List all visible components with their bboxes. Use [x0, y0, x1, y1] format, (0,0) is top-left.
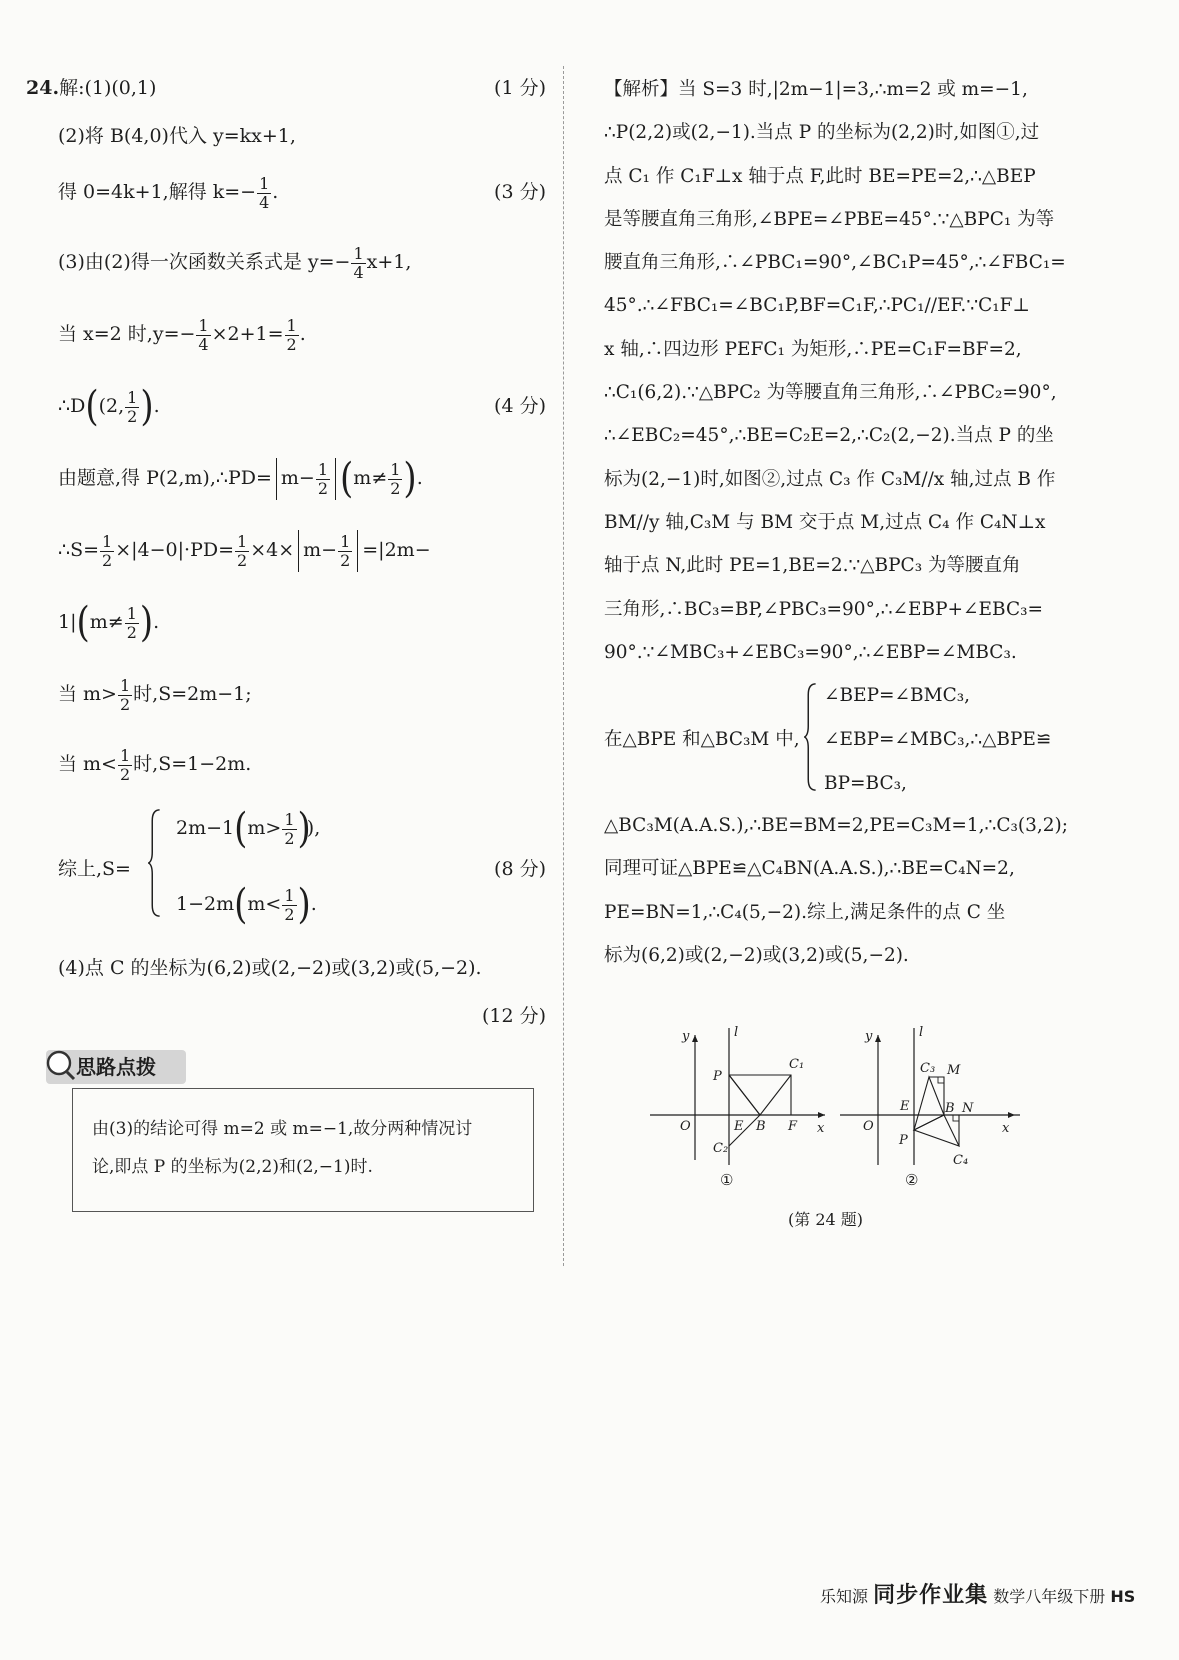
right-angle-M [938, 1077, 944, 1083]
footer-brand-strong: 同步作业集 [873, 1583, 989, 1608]
score-8: (8 分) [494, 858, 546, 880]
svg-text:P: P [713, 1069, 722, 1084]
footer-subject: 数学八年级下册 [993, 1587, 1106, 1606]
footer [820, 1578, 1135, 1609]
svg-text:M: M [947, 1063, 961, 1078]
solution-line-9: 1|(m≠ $\frac{1}{2}$ ). [58, 599, 160, 647]
analysis-line: ∴P(2,2)或(2,−1).当点 P 的坐标为(2,2)时,如图①,过 [604, 122, 1040, 144]
score-12: (12 分) [481, 1005, 546, 1027]
solution-line-10: 当 m> $\frac{1}{2}$ 时,S=2m−1; [58, 675, 252, 714]
column-divider [563, 66, 564, 1266]
y-axis-arrow [875, 1035, 881, 1042]
triangle-BPC4 [914, 1115, 959, 1146]
analysis-line: 同理可证△BPE≌△C₄BN(A.A.S.),∴BE=C₄N=2, [604, 858, 1015, 880]
figure-1 [650, 1025, 825, 1189]
svg-text:l: l [919, 1025, 924, 1040]
problem-number: 24. [26, 77, 60, 99]
solution-line-3: 得 0=4k+1,解得 k=− $\frac{1}{4}$ . (3 分) [58, 173, 546, 212]
figure-caption: (第 24 题) [788, 1210, 864, 1229]
svg-text:y: y [865, 1029, 873, 1044]
svg-text:C₂: C₂ [713, 1141, 729, 1156]
triangle-BPC1 [729, 1075, 791, 1115]
svg-text:F: F [788, 1119, 798, 1134]
footer-brand: 乐知源 [820, 1587, 869, 1606]
hint-text: 由(3)的结论可得 m=2 或 m=−1,故分两种情况讨 论,即点 P 的坐标为(2,2)和(2,−1)时. [92, 1119, 473, 1177]
right-brace [804, 682, 818, 792]
congruence-system: 在△BPE 和△BC₃M 中, ∠BEP=∠BMC₃, ∠EBP=∠MBC₃,∴△BPE≌ BP=BC₃, [604, 674, 1096, 804]
x-axis-arrow [818, 1112, 825, 1118]
analysis-line: 标为(6,2)或(2,−2)或(3,2)或(5,−2). [604, 945, 909, 967]
analysis-line: 是等腰直角三角形,∠BPE=∠PBE=45°.∵△BPC₁ 为等 [604, 208, 1055, 230]
footer-edition: HS [1110, 1587, 1136, 1606]
solution-line-13: (4)点 C 的坐标为(6,2)或(2,−2)或(3,2)或(5,−2). [58, 957, 482, 979]
solution-line-11: 当 m< $\frac{1}{2}$ 时,S=1−2m. [58, 745, 252, 784]
analysis-line: 腰直角三角形,∴∠PBC₁=90°,∠BC₁P=45°,∴∠FBC₁= [604, 252, 1066, 274]
analysis-line: x 轴,∴四边形 PEFC₁ 为矩形,∴PE=C₁F=BF=2, [604, 338, 1022, 360]
figures-24 [650, 1020, 1020, 1200]
left-brace [148, 808, 162, 918]
hint-box [46, 1040, 536, 1240]
solution-line-8: ∴S= $\frac{1}{2}$ ×|4−0|·PD= $\frac{1}{2}$ ×4× m− $\frac{1}{2}$ =|2m− [26, 530, 546, 570]
svg-text:l: l [734, 1025, 739, 1040]
svg-text:C₃: C₃ [920, 1061, 936, 1076]
magnifier-icon [44, 1048, 78, 1082]
svg-text:y: y [682, 1029, 690, 1044]
x-axis-arrow [1008, 1112, 1015, 1118]
analysis-line: 45°.∴∠FBC₁=∠BC₁P,BF=C₁F,∴PC₁//EF.∵C₁F⊥ [604, 295, 1030, 317]
svg-text:E: E [734, 1119, 744, 1134]
solution-line-6: ∴D((2, $\frac{1}{2}$ ). (4 分) [58, 383, 546, 431]
hint-title: 思路点拨 [46, 1050, 186, 1084]
analysis-line: 标为(2,−1)时,如图②,过点 C₃ 作 C₃M//x 轴,过点 B 作 [604, 468, 1056, 490]
piecewise-case-2: 1−2m(m< $\frac{1}{2}$ ). [176, 881, 317, 929]
analysis-line: ∴C₁(6,2).∵△BPC₂ 为等腰直角三角形,∴∠PBC₂=90°, [604, 382, 1057, 404]
svg-text:E: E [900, 1099, 910, 1114]
piecewise-case-1: 2m−1(m> $\frac{1}{2}$ )), [176, 805, 321, 853]
svg-text:C₁: C₁ [789, 1057, 805, 1072]
score-1: (1 分) [494, 77, 546, 99]
svg-text:P: P [899, 1133, 908, 1148]
analysis-line: PE=BN=1,∴C₄(5,−2).综上,满足条件的点 C 坐 [604, 901, 1006, 923]
svg-text:O: O [680, 1119, 691, 1134]
analysis-line: 点 C₁ 作 C₁F⊥x 轴于点 F,此时 BE=PE=2,∴△BEP [604, 165, 1036, 187]
analysis-column [604, 68, 1096, 977]
rectangle-PEFC1 [729, 1075, 791, 1115]
piecewise-system: 综上,S= 2m−1(m> $\frac{1}{2}$ )), 1−2m(m< $\frac{1}{2}$ ). (8 分) [58, 805, 546, 929]
solution-line-4: (3)由(2)得一次函数关系式是 y=− $\frac{1}{4}$ x+1, [58, 243, 412, 282]
svg-text:B: B [756, 1119, 766, 1134]
analysis-line: 三角形,∴BC₃=BP,∠PBC₃=90°,∴∠EBP+∠EBC₃= [604, 598, 1044, 620]
svg-text:N: N [962, 1101, 974, 1116]
svg-text:x: x [1002, 1121, 1010, 1136]
solution-line-14 [26, 996, 546, 1036]
triangle-BPC2 [729, 1075, 760, 1146]
svg-text:①: ① [720, 1171, 734, 1189]
score-6: (4 分) [494, 395, 546, 417]
analysis-line: △BC₃M(A.A.S.),∴BE=BM=2,PE=C₃M=1,∴C₃(3,2); [604, 815, 1068, 837]
analysis-line: BM//y 轴,C₃M 与 BM 交于点 M,过点 C₄ 作 C₄N⊥x [604, 511, 1046, 533]
score-3: (3 分) [494, 181, 546, 203]
svg-text:B: B [945, 1101, 955, 1116]
svg-text:x: x [817, 1121, 825, 1136]
analysis-line: ∴∠EBC₂=45°,∴BE=C₂E=2,∴C₂(2,−2).当点 P 的坐 [604, 425, 1054, 447]
solution-line-7: 由题意,得 P(2,m),∴PD= m− $\frac{1}{2}$ (m≠ $\frac{1}{2}$ ). [58, 455, 423, 503]
solution-line-1: 24.解:(1)(0,1) (1 分) [26, 68, 546, 108]
solution-line-5: 当 x=2 时,y=− $\frac{1}{4}$ ×2+1= $\frac{1}{2}$ . [58, 315, 306, 354]
solution-line-2: (2)将 B(4,0)代入 y=kx+1, [58, 125, 296, 147]
figure-2 [840, 1025, 1020, 1189]
y-axis-arrow [692, 1035, 698, 1042]
svg-text:O: O [863, 1119, 874, 1134]
svg-text:C₄: C₄ [953, 1153, 969, 1168]
analysis-line: 90°.∵∠MBC₃+∠EBC₃=90°,∴∠EBP=∠MBC₃. [604, 641, 1017, 663]
svg-text:②: ② [905, 1171, 919, 1189]
analysis-line: 【解析】当 S=3 时,|2m−1|=3,∴m=2 或 m=−1, [604, 79, 1028, 100]
analysis-line: 轴于点 N,此时 PE=1,BE=2.∵△BPC₃ 为等腰直角 [604, 555, 1021, 577]
